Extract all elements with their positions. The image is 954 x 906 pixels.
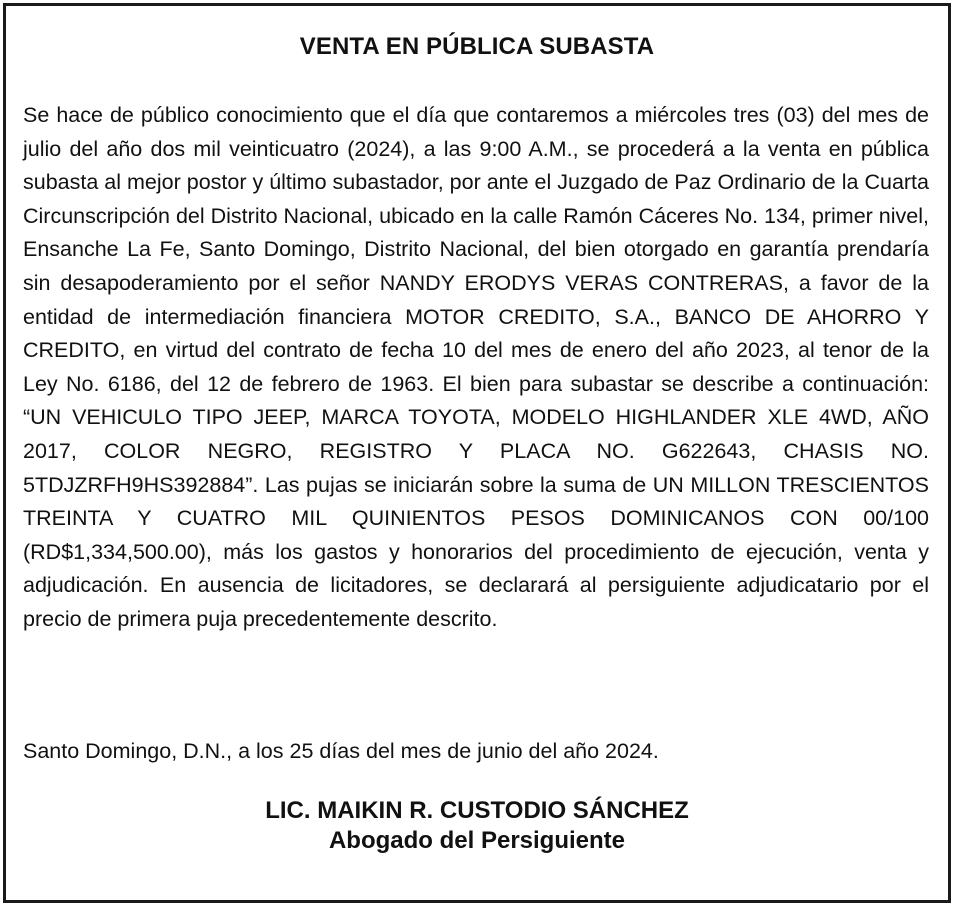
- notice-date-line: Santo Domingo, D.N., a los 25 días del mes de junio del año 2024.: [23, 739, 659, 763]
- signer-name: LIC. MAIKIN R. CUSTODIO SÁNCHEZ: [265, 797, 689, 824]
- signer-role: Abogado del Persiguiente: [328, 827, 626, 854]
- signature-block: [6, 796, 948, 856]
- legal-notice: [3, 3, 951, 903]
- notice-body: Se hace de público conocimiento que el día que contaremos a miércoles tres (03) del mes de julio del año dos mil veinticuatro (2024), a las 9:00 A.M., se procederá a la venta en pública subasta al mejor postor y último subastador, por ante el Juzgado de Paz Ordinario de la Cuarta Circunscripción del Distrito Nacional, ubicado en la calle Ramón Cáceres No. 134, primer nivel, Ensanche La Fe, Santo Domingo, Distrito Nacional, del bien otorgado en garantía prendaría sin desapoderamiento por el señor NANDY ERODYS VERAS CONTRERAS, a favor de la entidad de intermediación financiera MOTOR CREDITO, S.A., BANCO DE AHORRO Y CREDITO, en virtud del contrato de fecha 10 del mes de enero del año 2023, al tenor de la Ley No. 6186, del 12 de febrero de 1963. El bien para subastar se describe a continuación: “UN VEHICULO TIPO JEEP, MARCA TOYOTA, MODELO HIGHLANDER XLE 4WD, AÑO 2017, COLOR NEGRO, REGISTRO Y PLACA NO. G622643, CHASIS NO. 5TDJZRFH9HS392884”. Las pujas se iniciarán sobre la suma de UN MILLON TRESCIENTOS TREINTA Y CUATRO MIL QUINIENTOS PESOS DOMINICANOS CON 00/100 (RD$1,334,500.00), más los gastos y honorarios del procedimiento de ejecución, venta y adjudicación. En ausencia de licitadores, se declarará al persiguiente adjudicatario por el precio de primera puja precedentemente descrito.: [23, 103, 929, 631]
- notice-title: VENTA EN PÚBLICA SUBASTA: [299, 33, 655, 60]
